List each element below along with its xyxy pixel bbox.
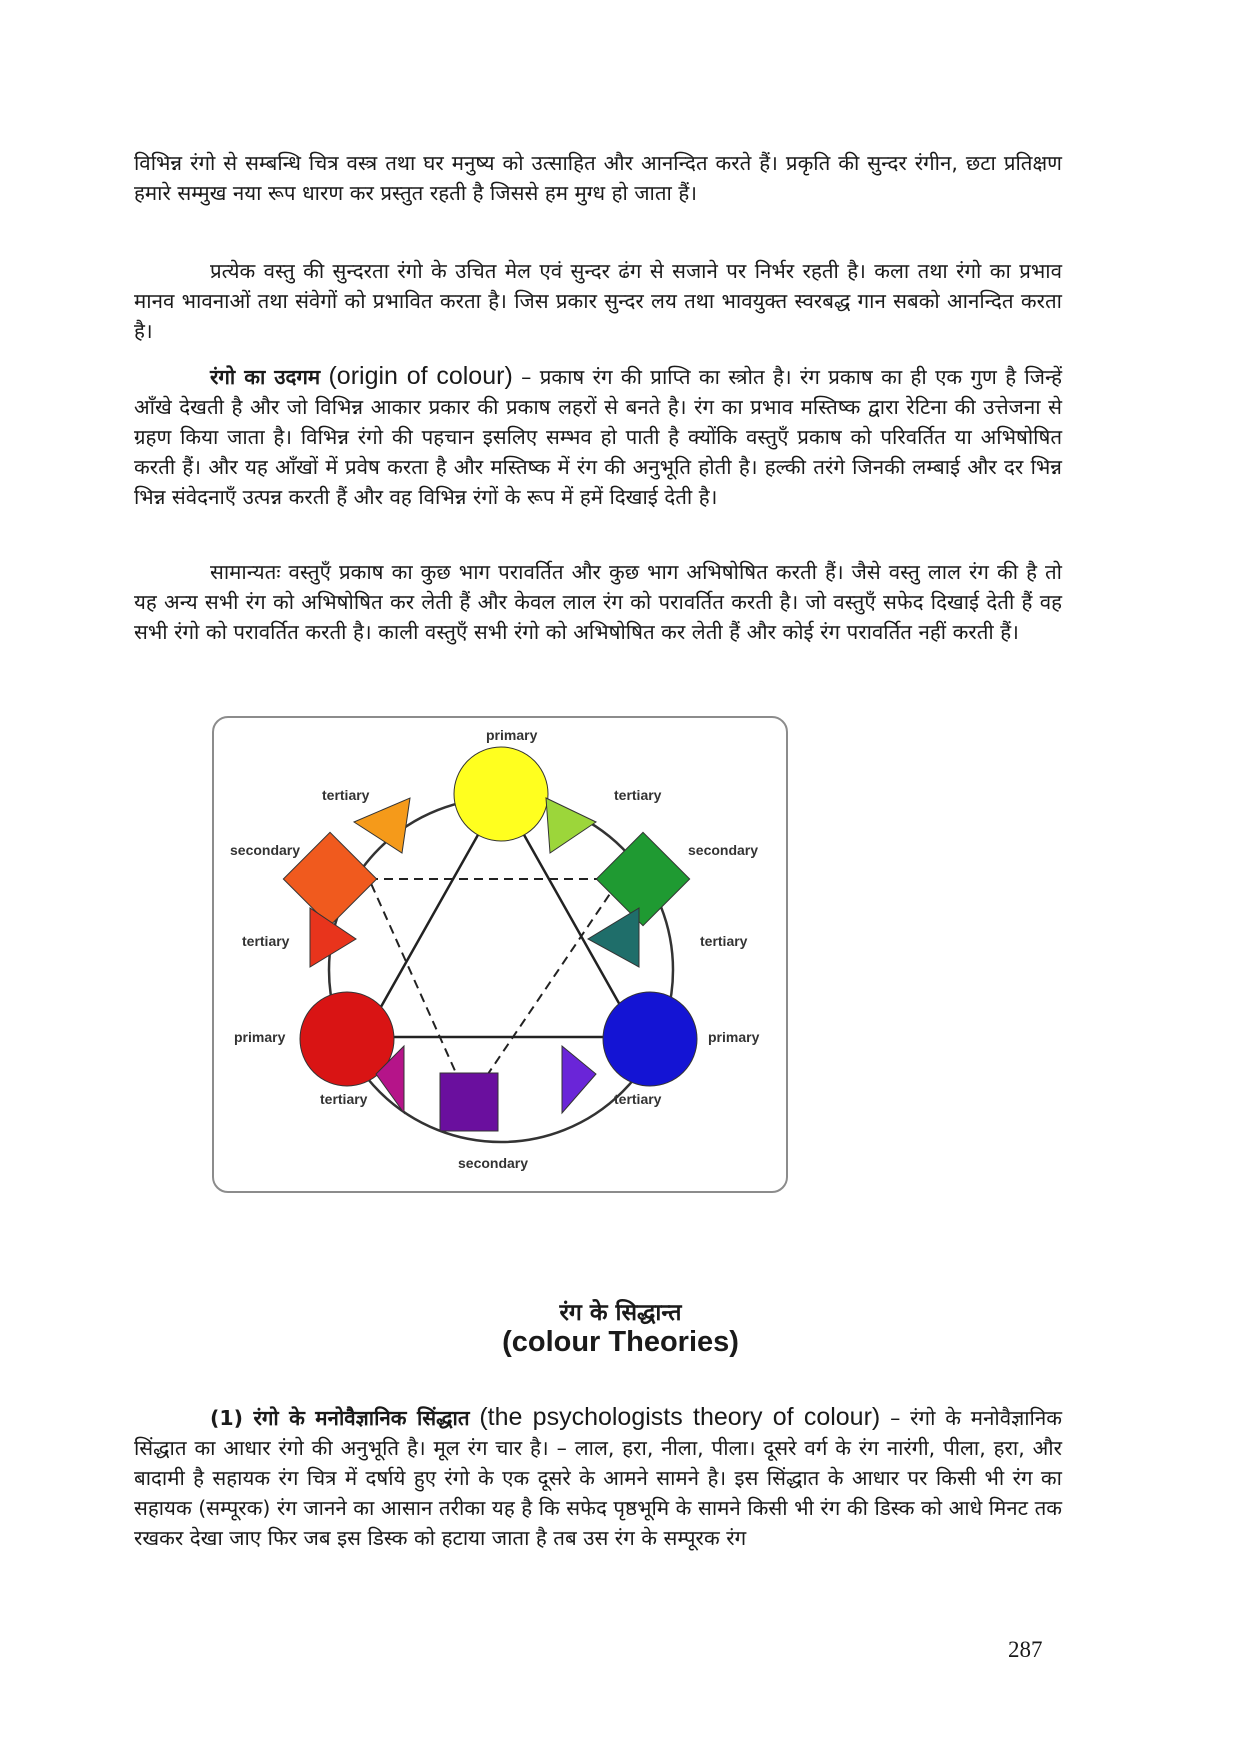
- label-secondary-bottom: secondary: [458, 1155, 529, 1171]
- paragraph-psychological-theory: [134, 1402, 1062, 1553]
- paragraph-2: [134, 256, 1062, 346]
- label-primary-left: primary: [234, 1029, 286, 1045]
- secondary-violet-square: [440, 1073, 498, 1131]
- page-number: 287: [1008, 1637, 1043, 1662]
- label-tertiary-mid-right: tertiary: [700, 933, 748, 949]
- primary-blue-circle: [603, 992, 697, 1086]
- paragraph-1: [134, 148, 1062, 208]
- label-secondary-right: secondary: [688, 842, 759, 858]
- section-heading-hindi: रंग के सिद्धान्त: [559, 1300, 682, 1326]
- label-tertiary-mid-left: tertiary: [242, 933, 290, 949]
- label-tertiary-top-left: tertiary: [322, 787, 370, 803]
- origin-heading-english: (origin of colour): [328, 362, 513, 390]
- paragraph-2-text: प्रत्येक वस्तु की सुन्दरता रंगो के उचित मेल एवं सुन्दर ढंग से सजाने पर निर्भर रहती है। कला तथा रंगो का प्रभाव मानव भावनाओं तथा संवेगों को प्रभावित करता है। जिस प्रकार सुन्दर लय तथा भावयुक्त स्वरबद्ध गान सबको आनन्दित करता है।: [134, 259, 1062, 343]
- color-wheel-figure: [212, 716, 788, 1193]
- color-wheel-diagram: [214, 718, 786, 1191]
- paragraph-4: [134, 557, 1062, 647]
- tertiary-blue-green-triangle: [588, 908, 639, 967]
- paragraph-4-text: सामान्यतः वस्तुएँ प्रकाष का कुछ भाग परावर्तित और कुछ भाग अभिषोषित करती हैं। जैसे वस्तु लाल रंग की है तो यह अन्य सभी रंग को अभिषोषित कर लेती हैं और केवल लाल रंग को परावर्तित करती है। जो वस्तुएँ सफेद दिखाई देती हैं वह सभी रंगो को परावर्तित करती है। काली वस्तुएँ सभी रंगो को अभिषोषित कर लेती हैं और कोई रंग परावर्तित नहीं करती हैं।: [134, 560, 1062, 644]
- paragraph-1-text: विभिन्न रंगो से सम्बन्धि चित्र वस्त्र तथा घर मनुष्य को उत्साहित और आनन्दित करते हैं। प्रकृति की सुन्दर रंगीन, छटा प्रतिक्षण हमारे सम्मुख नया रूप धारण कर प्रस्तुत रहती है जिससे हम मुग्ध हो जाता हैं।: [134, 151, 1062, 205]
- label-tertiary-bottom-right: tertiary: [614, 1091, 662, 1107]
- label-tertiary-bottom-left: tertiary: [320, 1091, 368, 1107]
- origin-heading-hindi: रंगो का उदगम: [210, 365, 321, 389]
- tertiary-blue-violet-triangle: [562, 1046, 596, 1113]
- label-secondary-left: secondary: [230, 842, 301, 858]
- origin-body-text: – प्रकाष रंग की प्राप्ति का स्त्रोत है। रंग प्रकाष का ही एक गुण है जिन्हें आँखे देखती है और जो विभिन्न आकार प्रकार की प्रकाष लहरों से बनते है। रंग का प्रभाव मस्तिष्क द्वारा रेटिना की उत्तेजना से ग्रहण किया जाता है। विभिन्न रंगो की पहचान इसलिए सम्भव हो पाती है क्योंकि वस्तुएँ प्रकाष को परिवर्तित या अभिषोषित करती हैं। और यह आँखों में प्रवेष करता है और मस्तिष्क में रंग की अनुभूति होती है। हल्की तरंगे जिनकी लम्बाई और दर भिन्न भिन्न संवेदनाएँ उत्पन्न करती हैं और वह विभिन्न रंगों के रूप में हमें दिखाई देती है।: [134, 365, 1062, 509]
- paragraph-origin-of-colour: [134, 361, 1062, 512]
- label-primary-top: primary: [486, 727, 538, 743]
- label-primary-right: primary: [708, 1029, 760, 1045]
- label-tertiary-top-right: tertiary: [614, 787, 662, 803]
- psych-theory-heading-english: (the psychologists theory of colour): [479, 1403, 881, 1431]
- section-heading-english: (colour Theories): [502, 1326, 739, 1358]
- psych-theory-body-text: – रंगो के मनोवैज्ञानिक सिंद्धात का आधार रंगो की अनुभूति है। मूल रंग चार है। – लाल, हरा, नीला, पीला। दूसरे वर्ग के रंग नारंगी, पीला, हरा, और बादामी है सहायक रंग चित्र में दर्षाये हुए रंगो के एक दूसरे के आमने सामने है। इस सिंद्धात के आधार पर किसी भी रंग का सहायक (सम्पूरक) रंग जानने का आसान तरीका यह है कि सफेद पृष्ठभूमि के सामने किसी भी रंग की डिस्क को आधे मिनट तक रखकर देखा जाए फिर जब इस डिस्क को हटाया जाता है तब उस रंग के सम्पूरक रंग: [134, 1406, 1062, 1550]
- psych-theory-heading-hindi: (1) रंगो के मनोवैज्ञानिक सिंद्धात: [210, 1406, 470, 1430]
- tertiary-yellow-green-triangle: [546, 798, 596, 853]
- primary-yellow-circle: [454, 747, 548, 841]
- secondary-green-square: [596, 832, 689, 925]
